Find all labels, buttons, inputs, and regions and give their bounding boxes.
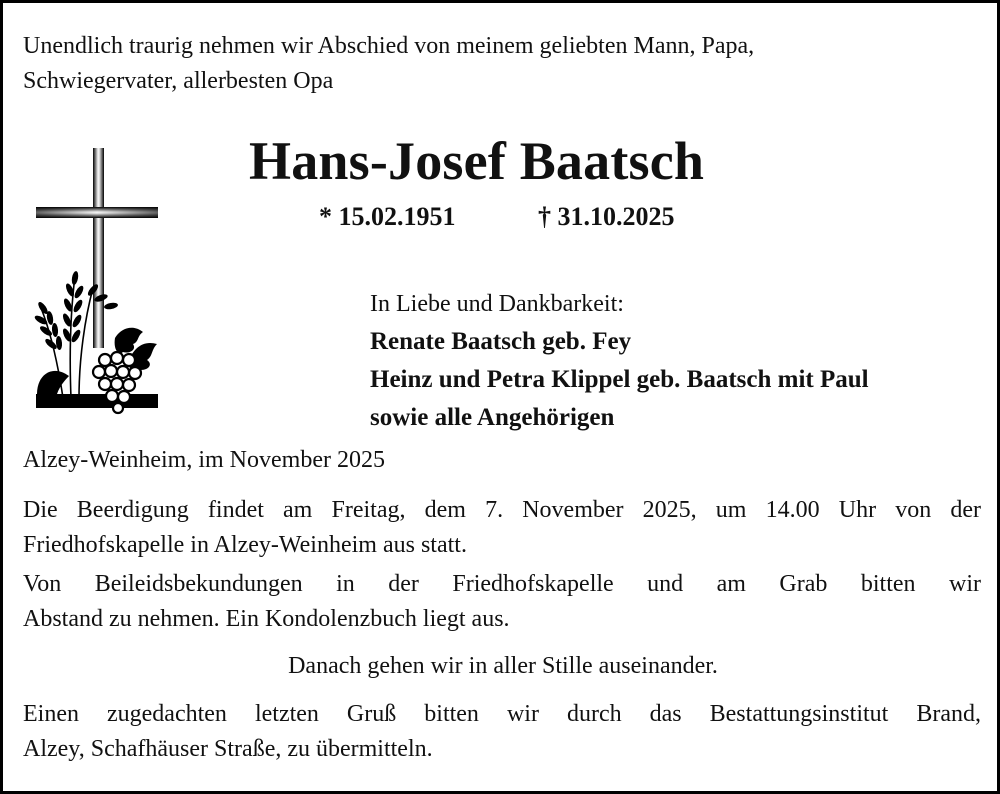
deceased-name: Hans-Josef Baatsch [249, 131, 705, 191]
intro-line-2: Schwiegervater, allerbesten Opa [23, 68, 334, 94]
condolence-paragraph [23, 567, 981, 637]
intro-text [23, 29, 973, 99]
mourner-name: Renate Baatsch geb. Fey [370, 328, 632, 355]
cross-with-wheat-and-grapes-icon [33, 148, 163, 418]
greeting-line-2: Alzey, Schafhäuser Straße, zu übermitteln. [23, 736, 433, 762]
death-date: † 31.10.2025 [538, 202, 675, 231]
greeting-line-1: Einen zugedachten letzten Gruß bitten wir durch das Bestattungsinstitut Brand, [23, 701, 981, 727]
mourner-name: Heinz und Petra Klippel geb. Baatsch mit Paul [370, 366, 869, 393]
condolence-line-2: Abstand zu nehmen. Ein Kondolenzbuch liegt aus. [23, 606, 510, 632]
mourners-block [370, 285, 990, 437]
birth-date: * 15.02.1951 [319, 202, 456, 231]
mourner-name: sowie alle Angehörigen [370, 404, 615, 431]
mourners-heading: In Liebe und Dankbarkeit: [370, 291, 624, 317]
funeral-line-1: Die Beerdigung findet am Freitag, dem 7. November 2025, um 14.00 Uhr von der [23, 497, 981, 523]
greeting-paragraph [23, 697, 981, 767]
funeral-paragraph [23, 493, 981, 563]
intro-line-1: Unendlich traurig nehmen wir Abschied von meinem geliebten Mann, Papa, [23, 33, 755, 59]
condolence-line-1: Von Beileidsbekundungen in der Friedhofskapelle und am Grab bitten wir [23, 571, 981, 597]
silence-note: Danach gehen wir in aller Stille auseinander. [288, 653, 718, 679]
place-date: Alzey-Weinheim, im November 2025 [23, 447, 385, 473]
funeral-line-2: Friedhofskapelle in Alzey-Weinheim aus statt. [23, 532, 467, 558]
